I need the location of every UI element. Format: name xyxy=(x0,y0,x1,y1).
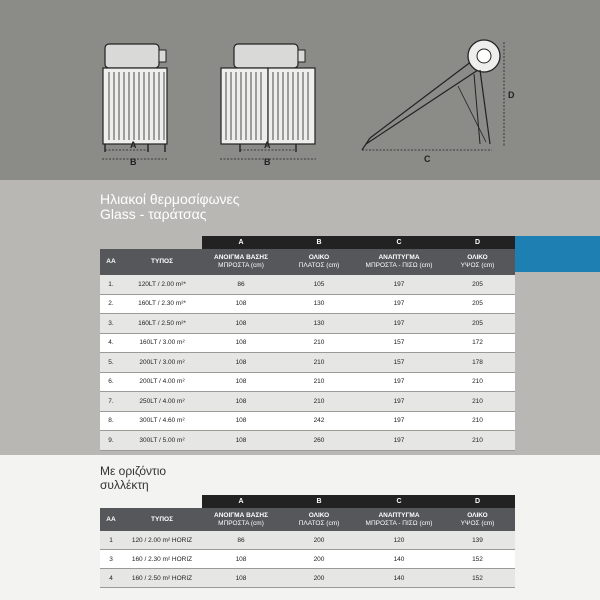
cell-d: 205 xyxy=(440,294,515,314)
cell-d: 205 xyxy=(440,314,515,334)
cell-b: 200 xyxy=(280,569,358,588)
cell-d: 210 xyxy=(440,392,515,412)
cell-type: 200LT / 3.00 m² xyxy=(122,353,202,373)
cell-b: 200 xyxy=(280,550,358,569)
dimension-a-label: A xyxy=(264,140,271,150)
dimension-d-label: D xyxy=(508,90,515,100)
col-header-aa: AA xyxy=(100,508,122,531)
dimension-b-label: B xyxy=(264,157,271,165)
cell-b: 260 xyxy=(280,431,358,451)
cell-d: 210 xyxy=(440,431,515,451)
section2-title-line2: συλλέκτη xyxy=(100,478,149,492)
cell-type: 300LT / 5.00 m² xyxy=(122,431,202,451)
cell-b: 130 xyxy=(280,314,358,334)
cell-aa: 2. xyxy=(100,294,122,314)
diagram-single-collector xyxy=(100,40,172,165)
cell-d: 210 xyxy=(440,372,515,392)
cell-c: 197 xyxy=(358,314,440,334)
cell-c: 120 xyxy=(358,531,440,550)
cell-aa: 6. xyxy=(100,372,122,392)
cell-b: 130 xyxy=(280,294,358,314)
cell-aa: 1. xyxy=(100,275,122,294)
cell-d: 178 xyxy=(440,353,515,373)
cell-b: 242 xyxy=(280,411,358,431)
col-header-aa: AA xyxy=(100,249,122,275)
table-row xyxy=(100,353,515,373)
cell-type: 120 / 2.00 m² HORIZ xyxy=(122,531,202,550)
section2-title xyxy=(100,464,166,492)
cell-a: 108 xyxy=(202,353,280,373)
cell-c: 197 xyxy=(358,411,440,431)
cell-a: 108 xyxy=(202,314,280,334)
diagram-side-view xyxy=(358,38,516,170)
cell-c: 197 xyxy=(358,275,440,294)
cell-a: 108 xyxy=(202,372,280,392)
col-header-d: ΟΛΙΚΟ ΥΨΟΣ (cm) xyxy=(440,508,515,531)
cell-c: 140 xyxy=(358,569,440,588)
cell-type: 120LT / 2.00 m²* xyxy=(122,275,202,294)
cell-aa: 4. xyxy=(100,333,122,353)
cell-c: 140 xyxy=(358,550,440,569)
col-letter-b: B xyxy=(280,495,358,508)
cell-a: 108 xyxy=(202,411,280,431)
col-header-b: ΟΛΙΚΟ ΠΛΑΤΟΣ (cm) xyxy=(280,249,358,275)
col-letter-c: C xyxy=(358,236,440,249)
cell-a: 86 xyxy=(202,275,280,294)
table-row xyxy=(100,431,515,451)
section-title-line2: Glass - ταράτσας xyxy=(100,206,207,222)
col-header-a: ΑΝΟΙΓΜΑ ΒΑΣΗΣ ΜΠΡΟΣΤΑ (cm) xyxy=(202,249,280,275)
cell-type: 160 / 2.30 m² HORIZ xyxy=(122,550,202,569)
cell-aa: 3 xyxy=(100,550,122,569)
cell-aa: 7. xyxy=(100,392,122,412)
cell-b: 210 xyxy=(280,353,358,373)
table-row xyxy=(100,314,515,334)
cell-type: 300LT / 4.60 m² xyxy=(122,411,202,431)
spec-table-horizontal xyxy=(100,495,515,588)
cell-type: 160LT / 2.30 m²* xyxy=(122,294,202,314)
cell-c: 197 xyxy=(358,392,440,412)
col-letter-b: B xyxy=(280,236,358,249)
cell-c: 197 xyxy=(358,372,440,392)
col-letter-c: C xyxy=(358,495,440,508)
cell-d: 152 xyxy=(440,550,515,569)
cell-d: 152 xyxy=(440,569,515,588)
cell-c: 197 xyxy=(358,431,440,451)
col-header-c: ΑΝΑΠΤΥΓΜΑ ΜΠΡΟΣΤΑ - ΠΙΣΩ (cm) xyxy=(358,508,440,531)
cell-a: 108 xyxy=(202,333,280,353)
cell-type: 160LT / 3.00 m² xyxy=(122,333,202,353)
cell-aa: 5. xyxy=(100,353,122,373)
accent-tab xyxy=(515,236,600,272)
table-row xyxy=(100,275,515,294)
spec-table-rooftop xyxy=(100,236,515,451)
cell-c: 157 xyxy=(358,333,440,353)
cell-a: 108 xyxy=(202,569,280,588)
cell-aa: 8. xyxy=(100,411,122,431)
col-letter-d: D xyxy=(440,495,515,508)
col-header-type: ΤΥΠΟΣ xyxy=(122,249,202,275)
cell-d: 172 xyxy=(440,333,515,353)
table-row xyxy=(100,294,515,314)
cell-type: 160 / 2.50 m² HORIZ xyxy=(122,569,202,588)
col-header-c: ΑΝΑΠΤΥΓΜΑ ΜΠΡΟΣΤΑ - ΠΙΣΩ (cm) xyxy=(358,249,440,275)
col-letter-a: A xyxy=(202,236,280,249)
cell-c: 197 xyxy=(358,294,440,314)
cell-d: 205 xyxy=(440,275,515,294)
cell-b: 210 xyxy=(280,333,358,353)
table-row xyxy=(100,531,515,550)
table-row xyxy=(100,550,515,569)
cell-a: 108 xyxy=(202,431,280,451)
diagram-double-collector xyxy=(218,40,318,165)
cell-d: 210 xyxy=(440,411,515,431)
cell-aa: 1 xyxy=(100,531,122,550)
cell-b: 105 xyxy=(280,275,358,294)
cell-b: 210 xyxy=(280,372,358,392)
col-letter-a: A xyxy=(202,495,280,508)
cell-a: 108 xyxy=(202,392,280,412)
cell-a: 108 xyxy=(202,294,280,314)
cell-b: 210 xyxy=(280,392,358,412)
table-row xyxy=(100,569,515,588)
cell-c: 157 xyxy=(358,353,440,373)
table-row xyxy=(100,372,515,392)
cell-a: 86 xyxy=(202,531,280,550)
cell-d: 139 xyxy=(440,531,515,550)
col-letter-d: D xyxy=(440,236,515,249)
col-header-a: ΑΝΟΙΓΜΑ ΒΑΣΗΣ ΜΠΡΟΣΤΑ (cm) xyxy=(202,508,280,531)
cell-type: 250LT / 4.00 m² xyxy=(122,392,202,412)
section2-title-line1: Με οριζόντιο xyxy=(100,464,167,478)
cell-type: 200LT / 4.00 m² xyxy=(122,372,202,392)
cell-aa: 4 xyxy=(100,569,122,588)
cell-aa: 9. xyxy=(100,431,122,451)
col-header-type: ΤΥΠΟΣ xyxy=(122,508,202,531)
dimension-a-label: A xyxy=(130,140,137,150)
cell-b: 200 xyxy=(280,531,358,550)
cell-type: 160LT / 2.50 m²* xyxy=(122,314,202,334)
section-title-line1: Ηλιακοί θερμοσίφωνες xyxy=(100,191,240,207)
table-row xyxy=(100,411,515,431)
table-row xyxy=(100,392,515,412)
cell-a: 108 xyxy=(202,550,280,569)
section-title xyxy=(100,192,240,222)
table-row xyxy=(100,333,515,353)
col-header-d: ΟΛΙΚΟ ΥΨΟΣ (cm) xyxy=(440,249,515,275)
dimension-b-label: B xyxy=(130,157,137,165)
col-header-b: ΟΛΙΚΟ ΠΛΑΤΟΣ (cm) xyxy=(280,508,358,531)
cell-aa: 3. xyxy=(100,314,122,334)
dimension-c-label: C xyxy=(424,154,431,164)
